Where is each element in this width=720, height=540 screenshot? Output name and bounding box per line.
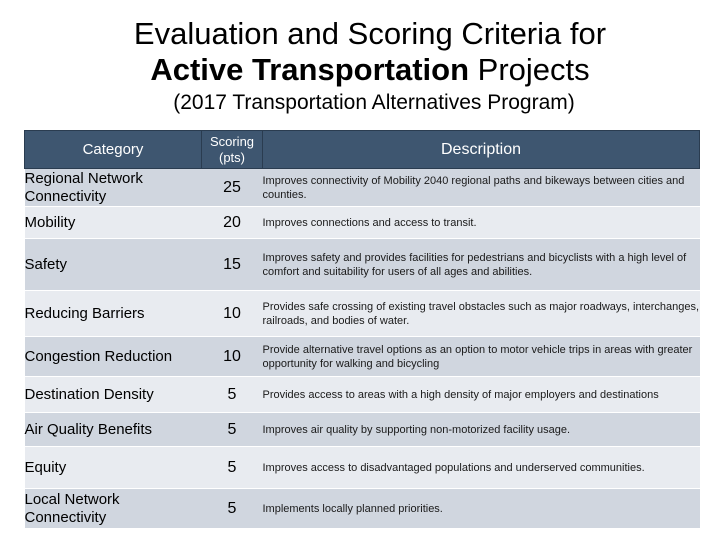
- category-cell: Congestion Reduction: [25, 337, 202, 377]
- category-cell: Reducing Barriers: [25, 291, 202, 337]
- description-cell: Improves access to disadvantaged populations and underserved communities.: [263, 447, 700, 489]
- description-cell: Improves connectivity of Mobility 2040 regional paths and bikeways between cities and counties.: [263, 169, 700, 207]
- category-cell: Mobility: [25, 207, 202, 239]
- header-scoring: Scoring (pts): [202, 131, 263, 169]
- description-cell: Provides safe crossing of existing travel obstacles such as major roadways, interchanges, railroads, and bodies of water.: [263, 291, 700, 337]
- table-row: [25, 291, 700, 337]
- page-title: [0, 16, 720, 88]
- table-row: [25, 337, 700, 377]
- table-row: [25, 169, 700, 207]
- title-bold-part: Active Transportation: [150, 52, 470, 87]
- table-row: [25, 413, 700, 447]
- header-description: Description: [263, 131, 700, 169]
- description-cell: Provides access to areas with a high density of major employers and destinations: [263, 377, 700, 413]
- title-rest-part: Projects: [469, 52, 590, 87]
- points-cell: 10: [202, 337, 263, 377]
- table-row: [25, 377, 700, 413]
- category-cell: Air Quality Benefits: [25, 413, 202, 447]
- title-line-2: [0, 52, 720, 88]
- table-header-row: [25, 131, 700, 169]
- points-cell: 20: [202, 207, 263, 239]
- table-row: [25, 489, 700, 529]
- category-cell: Regional Network Connectivity: [25, 169, 202, 207]
- title-line-1: Evaluation and Scoring Criteria for: [133, 16, 607, 51]
- points-cell: 5: [202, 413, 263, 447]
- points-cell: 5: [202, 377, 263, 413]
- table-row: [25, 239, 700, 291]
- description-cell: Improves safety and provides facilities for pedestrians and bicyclists with a high level of comfort and suitability for users of all ages and abilities.: [263, 239, 700, 291]
- points-cell: 15: [202, 239, 263, 291]
- header-category: Category: [25, 131, 202, 169]
- table-row: [25, 207, 700, 239]
- points-cell: 25: [202, 169, 263, 207]
- points-cell: 5: [202, 447, 263, 489]
- category-cell: Safety: [25, 239, 202, 291]
- description-cell: Provide alternative travel options as an option to motor vehicle trips in areas with greater opportunity for walking and bicycling: [263, 337, 700, 377]
- points-cell: 5: [202, 489, 263, 529]
- category-cell: Local Network Connectivity: [25, 489, 202, 529]
- table-row: [25, 447, 700, 489]
- description-cell: Implements locally planned priorities.: [263, 489, 700, 529]
- description-cell: Improves air quality by supporting non-motorized facility usage.: [263, 413, 700, 447]
- category-cell: Equity: [25, 447, 202, 489]
- page-subtitle: (2017 Transportation Alternatives Program): [173, 91, 575, 114]
- category-cell: Destination Density: [25, 377, 202, 413]
- points-cell: 10: [202, 291, 263, 337]
- scoring-criteria-table: [24, 130, 700, 529]
- description-cell: Improves connections and access to transit.: [263, 207, 700, 239]
